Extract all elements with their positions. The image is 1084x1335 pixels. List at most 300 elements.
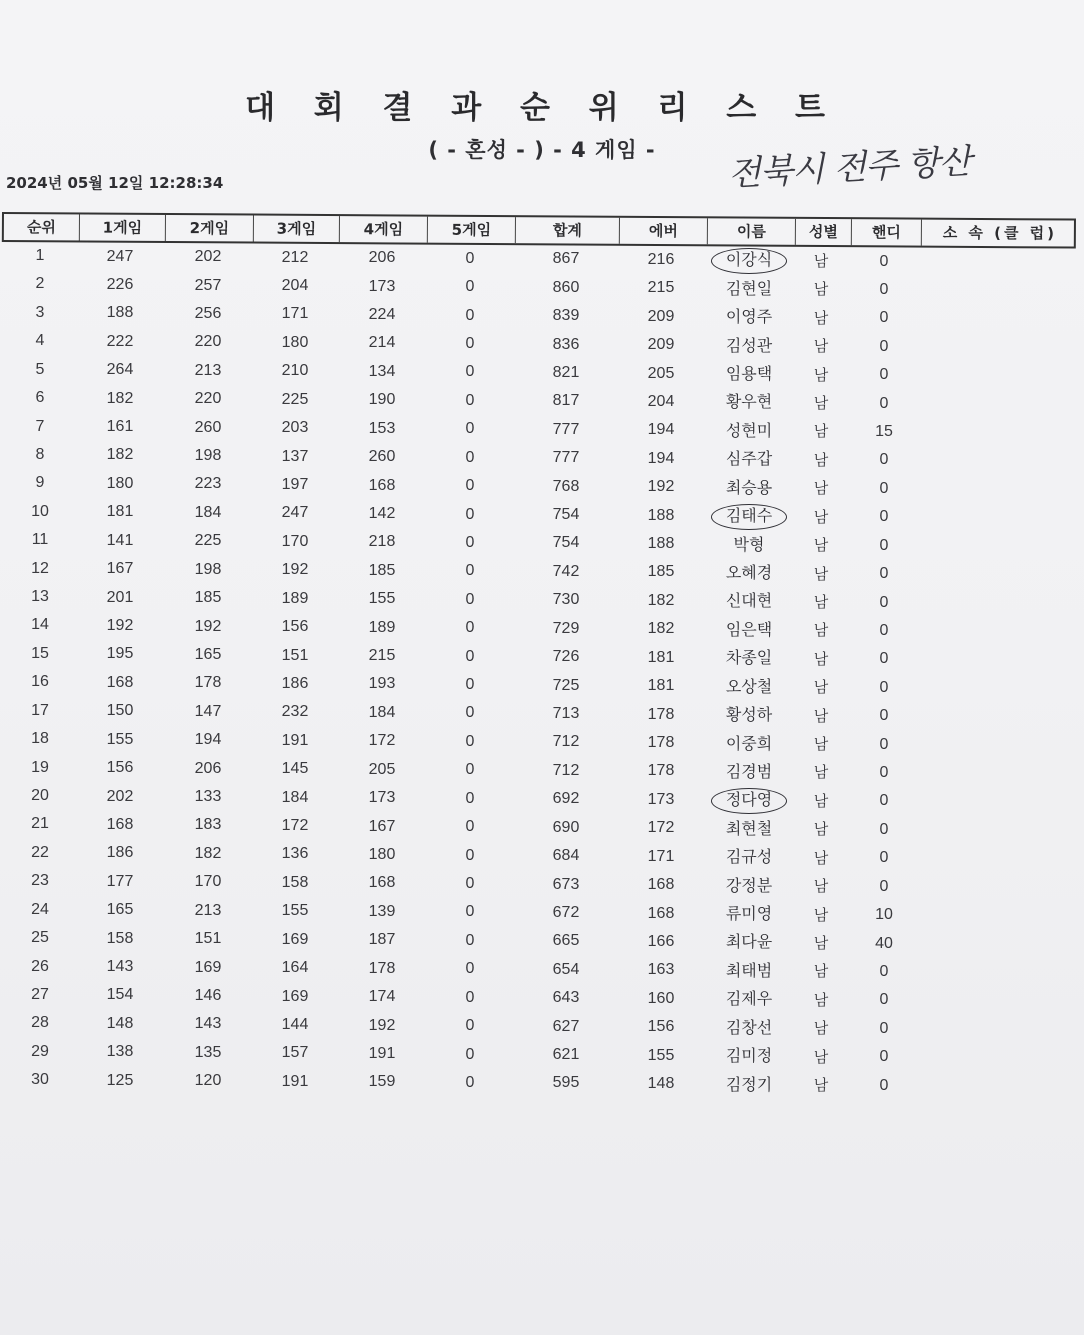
cell-handicap: 0 xyxy=(879,593,889,611)
handwritten-note: 전북시 전주 항산 xyxy=(727,141,972,195)
cell-handicap: 0 xyxy=(879,792,889,810)
cell-rank: 7 xyxy=(35,417,45,435)
cell-rank: 20 xyxy=(31,786,49,804)
cell-gender: 남 xyxy=(813,251,829,270)
cell-total: 777 xyxy=(552,420,580,438)
cell-rank: 25 xyxy=(31,929,49,947)
cell-game2: 256 xyxy=(194,304,222,322)
cell-gender: 남 xyxy=(813,706,829,725)
cell-game5: 0 xyxy=(465,789,475,807)
cell-handicap: 0 xyxy=(879,309,889,327)
cell-name: 김미정 xyxy=(725,1046,773,1066)
cell-game5: 0 xyxy=(465,960,475,978)
cell-game2: 198 xyxy=(194,447,222,465)
cell-gender: 남 xyxy=(813,735,829,754)
cell-rank: 13 xyxy=(31,588,49,606)
cell-total: 817 xyxy=(552,392,580,410)
cell-handicap: 15 xyxy=(875,423,893,441)
cell-name: 심주갑 xyxy=(725,449,773,469)
cell-average: 188 xyxy=(647,535,675,553)
cell-name: 임용택 xyxy=(725,364,773,384)
cell-average: 182 xyxy=(647,591,675,609)
table-row xyxy=(0,384,1084,412)
cell-name: 차종일 xyxy=(725,648,773,668)
header-gender: 성별 xyxy=(796,219,852,245)
cell-game1: 161 xyxy=(106,418,134,436)
header-name: 이름 xyxy=(708,218,796,245)
cell-total: 712 xyxy=(552,761,580,779)
cell-game3: 203 xyxy=(281,419,309,437)
cell-game3: 184 xyxy=(281,788,309,806)
cell-name: 김창선 xyxy=(725,1017,773,1037)
cell-game5: 0 xyxy=(465,448,475,466)
cell-gender: 남 xyxy=(813,337,829,356)
cell-gender: 남 xyxy=(813,450,829,469)
cell-name: 김현일 xyxy=(725,278,773,298)
cell-game3: 191 xyxy=(281,1072,309,1090)
cell-game5: 0 xyxy=(465,1073,475,1091)
cell-name: 김성관 xyxy=(725,335,773,355)
table-row xyxy=(0,469,1084,497)
cell-game3: 151 xyxy=(281,646,309,664)
cell-game4: 180 xyxy=(368,846,396,863)
cell-total: 684 xyxy=(552,847,580,865)
cell-name: 박형 xyxy=(733,534,765,554)
cell-name: 류미영 xyxy=(725,904,773,924)
cell-gender: 남 xyxy=(813,308,829,327)
cell-average: 178 xyxy=(647,733,675,751)
cell-game2: 135 xyxy=(194,1043,222,1061)
cell-name: 이강식 xyxy=(725,250,773,270)
cell-name: 이영주 xyxy=(725,307,773,327)
cell-average: 194 xyxy=(647,449,675,467)
header-game5: 5게임 xyxy=(428,217,516,244)
cell-rank: 16 xyxy=(31,673,49,691)
cell-game4: 215 xyxy=(368,647,396,665)
cell-game1: 192 xyxy=(106,617,134,634)
table-row xyxy=(0,1038,1084,1066)
cell-game4: 153 xyxy=(368,419,396,437)
cell-game2: 260 xyxy=(194,418,222,436)
cell-handicap: 0 xyxy=(879,366,889,384)
cell-game3: 164 xyxy=(281,959,309,977)
cell-game2: 223 xyxy=(194,475,222,493)
cell-gender: 남 xyxy=(813,394,829,413)
cell-rank: 22 xyxy=(31,843,49,861)
cell-name: 최승용 xyxy=(725,477,773,497)
cell-game3: 197 xyxy=(281,476,309,493)
cell-name: 최다윤 xyxy=(725,932,773,952)
cell-gender: 남 xyxy=(813,507,829,526)
cell-game3: 158 xyxy=(281,873,309,891)
table-row xyxy=(0,924,1084,952)
cell-game5: 0 xyxy=(465,391,475,409)
cell-name: 이중희 xyxy=(725,733,773,753)
cell-gender: 남 xyxy=(813,763,829,782)
table-row xyxy=(0,356,1084,384)
cell-game1: 186 xyxy=(106,844,134,862)
cell-game2: 183 xyxy=(194,816,222,834)
cell-handicap: 0 xyxy=(879,252,889,270)
cell-game3: 191 xyxy=(281,731,309,749)
header-game2: 2게임 xyxy=(166,215,254,242)
cell-game2: 133 xyxy=(194,788,222,806)
cell-game5: 0 xyxy=(465,420,475,438)
cell-game2: 170 xyxy=(194,873,222,891)
cell-gender: 남 xyxy=(813,1076,829,1095)
cell-game1: 165 xyxy=(106,901,134,919)
cell-total: 672 xyxy=(552,903,580,921)
cell-game4: 191 xyxy=(368,1044,396,1062)
cell-handicap: 40 xyxy=(875,934,893,952)
cell-game4: 218 xyxy=(368,533,396,551)
cell-game5: 0 xyxy=(465,363,475,381)
cell-total: 692 xyxy=(552,790,580,808)
cell-game5: 0 xyxy=(465,619,475,637)
cell-game5: 0 xyxy=(465,931,475,949)
cell-gender: 남 xyxy=(813,649,829,668)
cell-game2: 178 xyxy=(194,674,222,692)
cell-game4: 189 xyxy=(368,618,396,636)
cell-game2: 165 xyxy=(194,645,222,663)
cell-total: 643 xyxy=(552,989,580,1007)
cell-game5: 0 xyxy=(465,306,475,324)
cell-game3: 169 xyxy=(281,987,309,1005)
table-row xyxy=(0,583,1084,611)
cell-game1: 222 xyxy=(106,332,134,350)
cell-gender: 남 xyxy=(813,905,829,924)
cell-game4: 142 xyxy=(368,504,396,522)
cell-game1: 202 xyxy=(106,787,134,805)
cell-rank: 1 xyxy=(35,247,45,264)
cell-game2: 202 xyxy=(194,248,222,266)
cell-average: 188 xyxy=(647,506,675,524)
cell-total: 713 xyxy=(552,705,580,723)
cell-gender: 남 xyxy=(813,1019,829,1038)
cell-game1: 188 xyxy=(106,304,134,322)
cell-rank: 15 xyxy=(31,644,49,662)
cell-handicap: 0 xyxy=(879,394,889,412)
cell-game5: 0 xyxy=(465,590,475,608)
cell-name: 최태범 xyxy=(725,960,773,980)
cell-handicap: 0 xyxy=(879,650,889,668)
cell-handicap: 0 xyxy=(879,707,889,725)
cell-game5: 0 xyxy=(465,704,475,722)
page-subtitle: ( - 혼성 - ) - 4 게임 - xyxy=(428,138,656,162)
cell-game1: 168 xyxy=(106,673,134,691)
cell-game2: 198 xyxy=(194,560,222,578)
table-row xyxy=(0,327,1084,355)
cell-total: 726 xyxy=(552,648,580,666)
cell-name: 신대현 xyxy=(725,591,773,611)
cell-total: 821 xyxy=(552,363,580,381)
cell-name: 김정기 xyxy=(725,1074,773,1094)
header-game4: 4게임 xyxy=(340,216,428,243)
cell-game3: 171 xyxy=(281,305,309,323)
cell-game1: 201 xyxy=(106,588,134,606)
cell-game3: 247 xyxy=(281,504,309,522)
cell-game5: 0 xyxy=(465,335,475,352)
cell-name: 오혜경 xyxy=(725,563,773,582)
cell-game4: 214 xyxy=(368,334,396,352)
cell-handicap: 0 xyxy=(879,1076,889,1094)
cell-game2: 257 xyxy=(194,276,222,294)
cell-average: 215 xyxy=(647,279,675,297)
cell-name: 임은택 xyxy=(725,619,773,639)
table-row xyxy=(0,953,1084,981)
cell-total: 777 xyxy=(552,449,580,467)
cell-game3: 212 xyxy=(281,248,309,266)
cell-rank: 19 xyxy=(31,758,49,776)
cell-handicap: 0 xyxy=(879,337,889,355)
cell-rank: 6 xyxy=(35,389,45,407)
cell-game1: 195 xyxy=(106,645,134,663)
table-row xyxy=(0,896,1084,924)
cell-average: 160 xyxy=(647,989,675,1007)
cell-total: 742 xyxy=(552,562,580,580)
table-row xyxy=(0,668,1084,696)
cell-game2: 169 xyxy=(194,958,222,976)
header-handicap: 핸디 xyxy=(852,219,922,245)
table-row xyxy=(0,867,1084,895)
cell-average: 168 xyxy=(647,876,675,894)
table-row xyxy=(0,555,1084,583)
cell-handicap: 0 xyxy=(879,678,889,696)
header-rank: 순위 xyxy=(4,214,80,240)
cell-total: 690 xyxy=(552,818,580,836)
cell-average: 178 xyxy=(647,762,675,780)
cell-name: 최현철 xyxy=(725,818,773,838)
cell-gender: 남 xyxy=(813,990,829,1009)
cell-name: 김경범 xyxy=(725,761,773,781)
cell-average: 205 xyxy=(647,364,675,382)
cell-game5: 0 xyxy=(465,477,475,495)
cell-gender: 남 xyxy=(813,422,829,441)
cell-total: 621 xyxy=(552,1046,580,1064)
cell-game1: 181 xyxy=(106,503,134,521)
cell-game1: 125 xyxy=(106,1071,134,1089)
cell-total: 768 xyxy=(552,477,580,495)
cell-game2: 192 xyxy=(194,617,222,635)
cell-game4: 224 xyxy=(368,306,396,324)
cell-game3: 172 xyxy=(281,817,309,835)
cell-game2: 146 xyxy=(194,987,222,1004)
table-row xyxy=(0,782,1084,810)
cell-game1: 264 xyxy=(106,361,134,379)
cell-name: 오상철 xyxy=(725,676,773,696)
cell-game3: 156 xyxy=(281,618,309,636)
cell-rank: 14 xyxy=(31,616,49,634)
cell-game3: 225 xyxy=(281,390,309,408)
cell-handicap: 0 xyxy=(879,508,889,526)
cell-average: 216 xyxy=(647,250,675,268)
cell-game1: 167 xyxy=(106,560,134,578)
cell-game4: 159 xyxy=(368,1073,396,1091)
cell-game3: 232 xyxy=(281,703,309,721)
cell-handicap: 0 xyxy=(879,820,889,838)
cell-game1: 180 xyxy=(106,474,134,492)
cell-handicap: 0 xyxy=(879,536,889,554)
table-row xyxy=(0,810,1084,838)
cell-game1: 182 xyxy=(106,446,134,464)
table-row xyxy=(0,270,1084,298)
cell-game1: 143 xyxy=(106,958,134,976)
cell-gender: 남 xyxy=(813,962,829,981)
cell-total: 839 xyxy=(552,307,580,325)
table-row xyxy=(0,242,1084,270)
cell-game3: 145 xyxy=(281,760,309,778)
cell-rank: 3 xyxy=(35,303,45,321)
cell-handicap: 0 xyxy=(879,621,889,639)
cell-game4: 185 xyxy=(368,561,396,579)
cell-name: 강정분 xyxy=(725,875,773,895)
cell-gender: 남 xyxy=(813,791,829,810)
cell-handicap: 0 xyxy=(879,1019,889,1037)
cell-game1: 155 xyxy=(106,730,134,748)
header-club: 소 속 (클 럽) xyxy=(942,223,1058,243)
cell-average: 194 xyxy=(647,421,675,439)
cell-game3: 169 xyxy=(281,930,309,948)
cell-handicap: 0 xyxy=(879,764,889,782)
cell-gender: 남 xyxy=(813,479,829,498)
cell-game5: 0 xyxy=(465,874,475,892)
header-average: 에버 xyxy=(620,218,708,245)
table-row xyxy=(0,839,1084,867)
cell-game1: 177 xyxy=(106,872,134,890)
cell-gender: 남 xyxy=(813,564,829,583)
cell-average: 209 xyxy=(647,307,675,325)
cell-average: 178 xyxy=(647,705,675,723)
cell-game5: 0 xyxy=(465,903,475,921)
cell-handicap: 10 xyxy=(875,906,893,924)
cell-gender: 남 xyxy=(813,1047,829,1066)
cell-gender: 남 xyxy=(813,592,829,611)
cell-handicap: 0 xyxy=(879,991,889,1009)
cell-rank: 5 xyxy=(35,360,45,378)
header-game3: 3게임 xyxy=(254,216,340,243)
cell-game4: 168 xyxy=(368,476,396,494)
cell-total: 836 xyxy=(552,335,580,353)
cell-average: 168 xyxy=(647,904,675,922)
cell-total: 673 xyxy=(552,875,580,893)
cell-rank: 8 xyxy=(35,445,45,463)
cell-game1: 182 xyxy=(106,389,134,407)
cell-average: 182 xyxy=(647,620,675,638)
table-row xyxy=(0,697,1084,725)
cell-game2: 225 xyxy=(194,532,222,550)
cell-total: 729 xyxy=(552,619,580,637)
table-row xyxy=(0,981,1084,1009)
cell-game5: 0 xyxy=(465,988,475,1006)
cell-gender: 남 xyxy=(813,536,829,555)
table-row xyxy=(0,640,1084,668)
cell-game4: 167 xyxy=(368,817,396,835)
cell-average: 172 xyxy=(647,819,675,837)
cell-handicap: 0 xyxy=(879,1048,889,1066)
page-title: 대 회 결 과 순 위 리 스 트 xyxy=(245,90,839,126)
print-timestamp: 2024년 05월 12일 12:28:34 xyxy=(6,174,224,192)
cell-gender: 남 xyxy=(813,621,829,640)
cell-average: 181 xyxy=(647,648,675,666)
table-row xyxy=(0,1066,1084,1094)
cell-name: 성현미 xyxy=(725,420,773,440)
cell-game2: 220 xyxy=(194,390,222,408)
cell-average: 155 xyxy=(647,1046,675,1064)
cell-rank: 11 xyxy=(31,531,49,549)
cell-gender: 남 xyxy=(813,280,829,299)
cell-game1: 226 xyxy=(106,275,134,293)
cell-game3: 186 xyxy=(281,674,309,692)
cell-rank: 30 xyxy=(31,1071,49,1089)
cell-game1: 141 xyxy=(106,531,134,549)
cell-game4: 205 xyxy=(368,760,396,778)
table-row xyxy=(0,611,1084,639)
cell-rank: 26 xyxy=(31,957,49,975)
cell-average: 148 xyxy=(647,1075,675,1093)
cell-average: 173 xyxy=(647,790,675,808)
cell-total: 754 xyxy=(552,506,580,524)
cell-game4: 134 xyxy=(368,362,396,380)
cell-rank: 24 xyxy=(31,900,49,918)
cell-game5: 0 xyxy=(465,732,475,750)
cell-total: 867 xyxy=(552,250,580,268)
cell-game4: 187 xyxy=(368,931,396,949)
cell-gender: 남 xyxy=(813,820,829,839)
cell-game4: 173 xyxy=(368,789,396,807)
cell-name: 김제우 xyxy=(725,989,773,1009)
table-row xyxy=(0,299,1084,327)
cell-game2: 213 xyxy=(194,361,222,379)
header-game1: 1게임 xyxy=(80,214,166,241)
cell-name: 정다영 xyxy=(725,790,773,810)
cell-game5: 0 xyxy=(465,278,475,296)
cell-total: 860 xyxy=(552,278,580,296)
cell-game4: 139 xyxy=(368,902,396,920)
cell-game5: 0 xyxy=(465,676,475,694)
cell-game3: 144 xyxy=(281,1015,309,1033)
cell-game5: 0 xyxy=(465,647,475,665)
cell-game4: 168 xyxy=(368,874,396,892)
cell-game1: 247 xyxy=(106,247,134,265)
cell-rank: 12 xyxy=(31,559,49,577)
cell-gender: 남 xyxy=(813,678,829,697)
cell-game1: 168 xyxy=(106,815,134,833)
cell-gender: 남 xyxy=(813,365,829,384)
cell-average: 163 xyxy=(647,961,675,979)
cell-total: 654 xyxy=(552,960,580,978)
cell-total: 712 xyxy=(552,733,580,751)
cell-handicap: 0 xyxy=(879,735,889,753)
cell-game2: 120 xyxy=(194,1072,222,1090)
cell-gender: 남 xyxy=(813,848,829,867)
cell-gender: 남 xyxy=(813,934,829,953)
cell-game4: 193 xyxy=(368,675,396,693)
cell-game1: 150 xyxy=(106,702,134,720)
cell-game3: 155 xyxy=(281,902,309,920)
cell-game4: 260 xyxy=(368,448,396,466)
cell-game2: 151 xyxy=(194,930,222,948)
cell-game3: 157 xyxy=(281,1044,309,1062)
cell-game5: 0 xyxy=(465,562,475,580)
table-row xyxy=(0,526,1084,554)
cell-game5: 0 xyxy=(465,818,475,836)
cell-game2: 220 xyxy=(194,333,222,351)
cell-gender: 남 xyxy=(813,877,829,896)
cell-game1: 158 xyxy=(106,929,134,947)
cell-game5: 0 xyxy=(465,1017,475,1035)
cell-game4: 155 xyxy=(368,590,396,608)
cell-game3: 189 xyxy=(281,589,309,607)
